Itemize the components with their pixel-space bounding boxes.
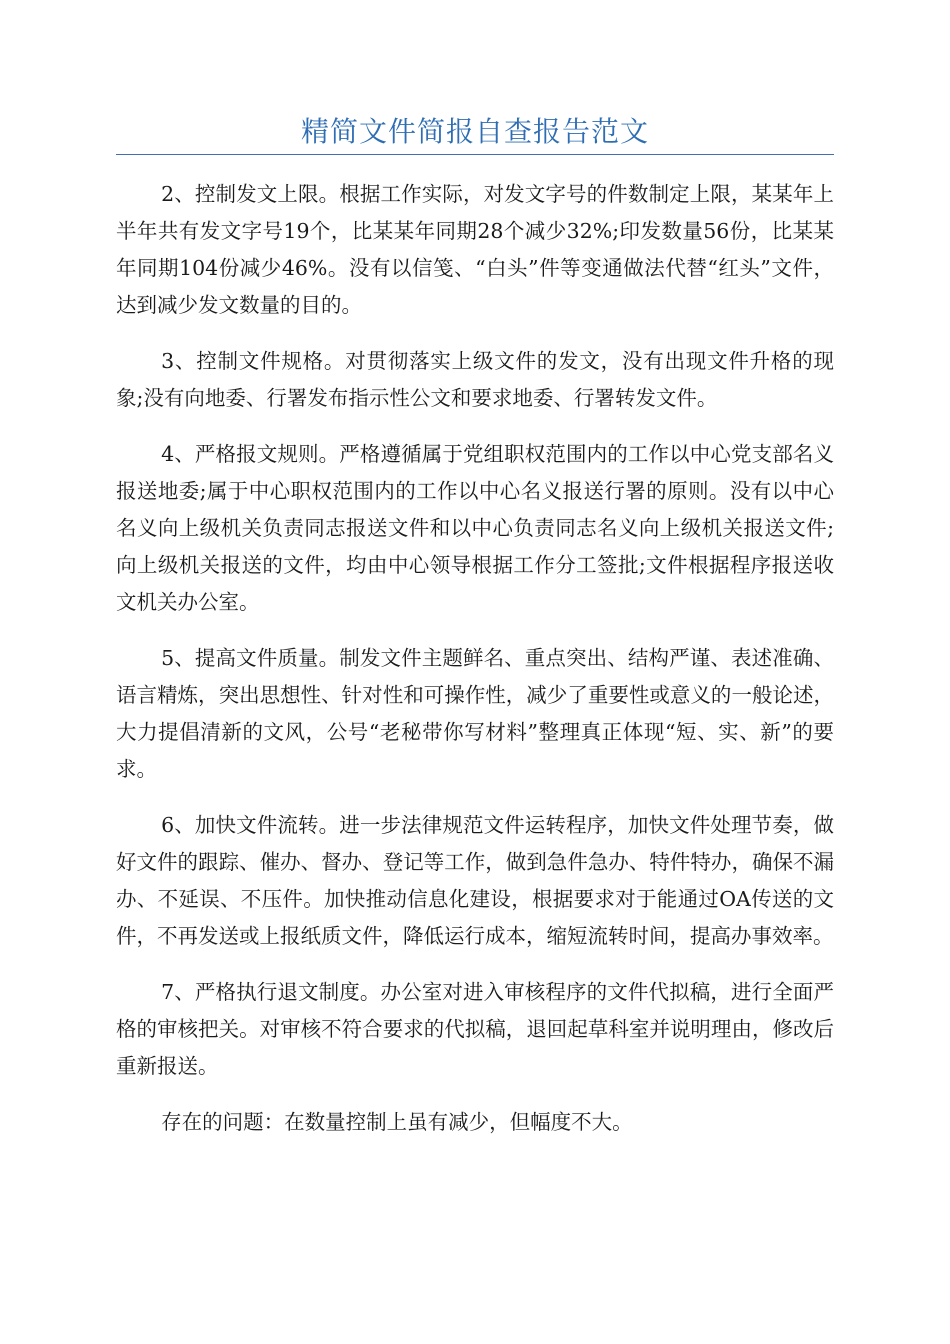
- document-body: [116, 176, 834, 1160]
- paragraph-file-spec: 3、控制文件规格。对贯彻落实上级文件的发文，没有出现文件升格的现象;没有向地委、行署发布指示性公文和要求地委、行署转发文件。: [116, 349, 834, 410]
- title-divider: [116, 154, 834, 155]
- paragraph-problems: 存在的问题：在数量控制上虽有减少，但幅度不大。: [161, 1110, 633, 1134]
- paragraph-send-limit: 2、控制发文上限。根据工作实际，对发文字号的件数制定上限，某某年上半年共有发文字号19个，比某某年同期28个减少32%;印发数量56份，比某某年同期104份减少46%。没有以信笺、“白头”件等变通做法代替“红头”文件，达到减少发文数量的目的。: [116, 182, 834, 317]
- paragraph-file-quality: 5、提高文件质量。制发文件主题鲜名、重点突出、结构严谨、表述准确、语言精炼，突出思想性、针对性和可操作性，减少了重要性或意义的一般论述，大力提倡清新的文风，公号“老秘带你写材料”整理真正体现“短、实、新”的要求。: [116, 646, 834, 781]
- document-title: 精简文件简报自查报告范文: [300, 115, 649, 148]
- paragraph-report-rules: 4、严格报文规则。严格遵循属于党组职权范围内的工作以中心党支部名义报送地委;属于中心职权范围内的工作以中心名义报送行署的原则。没有以中心名义向上级机关负责同志报送文件和以中心负责同志名义向上级机关报送文件;向上级机关报送的文件，均由中心领导根据工作分工签批;文件根据程序报送收文机关办公室。: [116, 442, 834, 614]
- paragraph-file-flow: 6、加快文件流转。进一步法律规范文件运转程序，加快文件处理节奏，做好文件的跟踪、催办、督办、登记等工作，做到急件急办、特件特办，确保不漏办、不延误、不压件。加快推动信息化建设，根据要求对于能通过OA传送的文件，不再发送或上报纸质文件，降低运行成本，缩短流转时间，提高办事效率。: [116, 813, 834, 948]
- paragraph-return-policy: 7、严格执行退文制度。办公室对进入审核程序的文件代拟稿，进行全面严格的审核把关。对审核不符合要求的代拟稿，退回起草科室并说明理由，修改后重新报送。: [116, 980, 834, 1078]
